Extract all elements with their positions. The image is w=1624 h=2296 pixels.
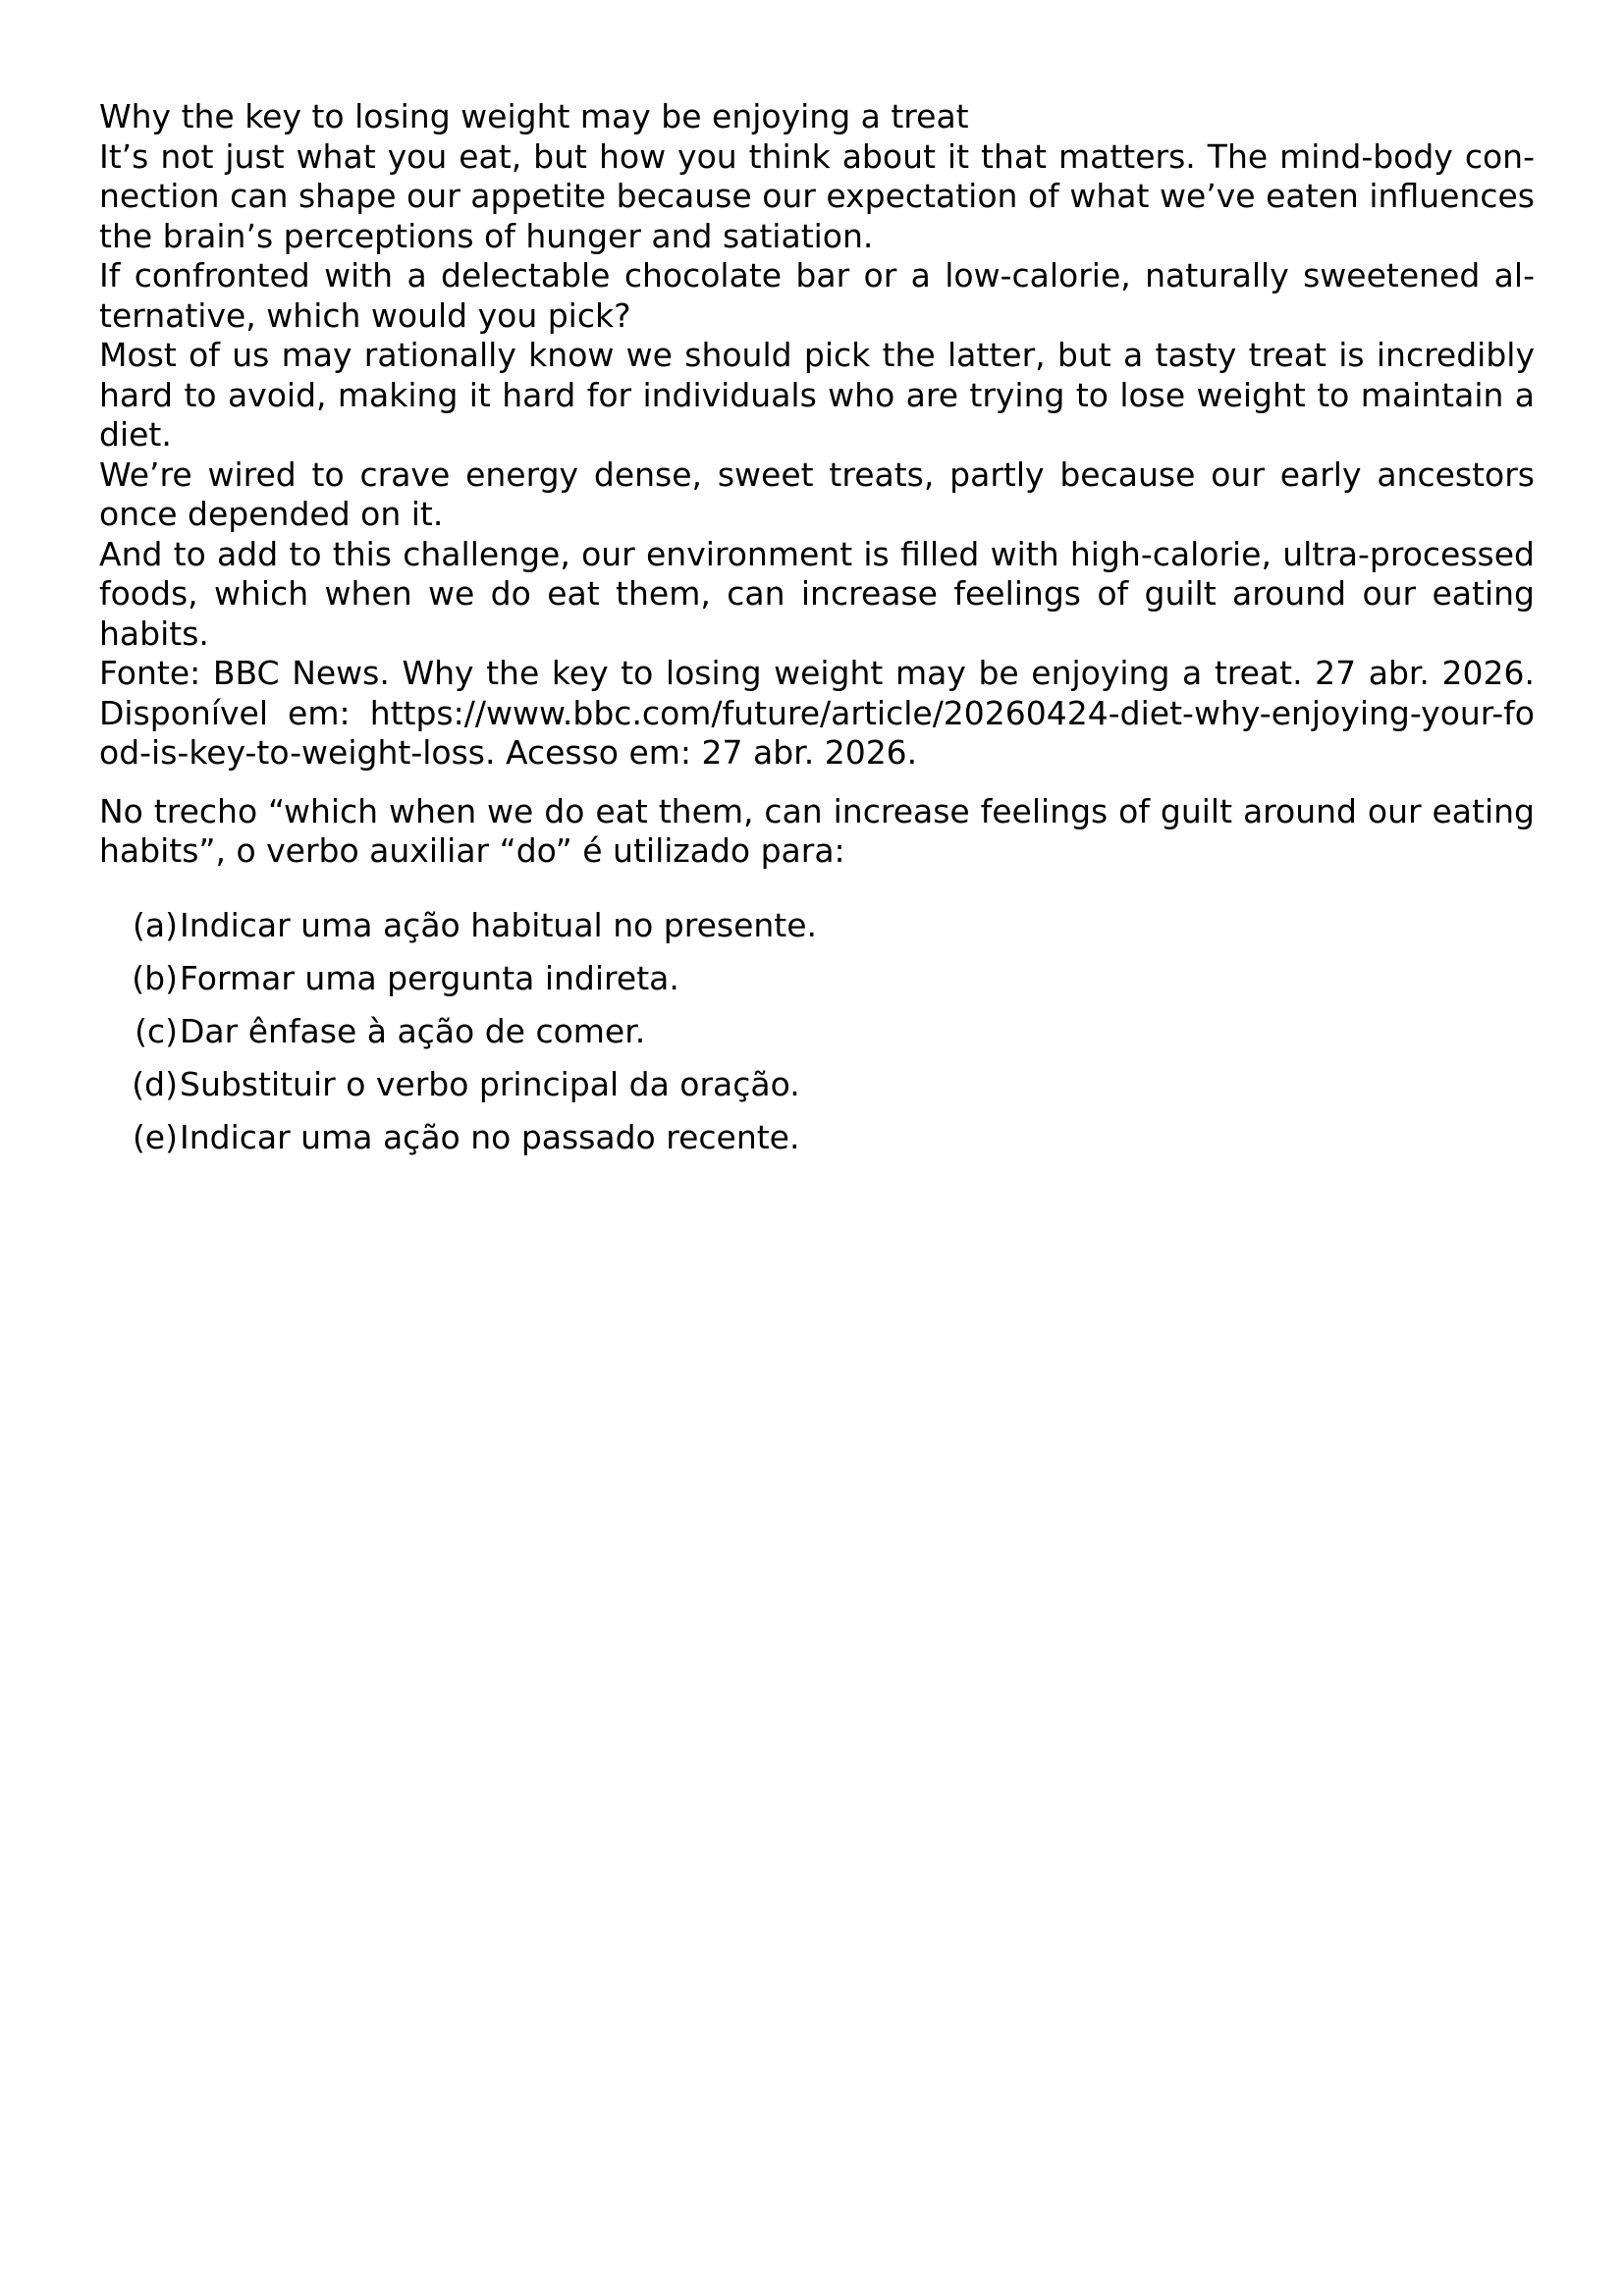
option-letter: (d) <box>132 1064 178 1103</box>
option-d[interactable] <box>99 1065 1535 1118</box>
question-prompt: No trecho “which when we do eat them, can increase feelings of guilt around our eating habits”, o verbo auxiliar “do” é utilizado para: <box>99 791 1535 870</box>
source-accessed: Acesso em: 27 abr. 2026. <box>505 733 918 772</box>
option-text: Formar uma pergunta indireta. <box>180 958 679 997</box>
source-text: Fonte: BBC News. Why the key to losing weight may be enjoying a treat. 27 abr. 2026. <box>99 654 1535 692</box>
source-url: https://www.bbc.com/future/article/20260424-diet-why-enjoying-your-food-is-key-to-weight-loss. <box>99 693 1535 772</box>
passage-paragraph: And to add to this challenge, our environment is filled with high-calorie, ultra-processed foods, which when we do eat them, can increase feelings of guilt around our eating habits. <box>99 534 1535 653</box>
option-e[interactable] <box>99 1118 1535 1171</box>
reading-passage <box>99 97 1535 774</box>
source-available-label: Disponível em: <box>99 693 351 732</box>
option-letter: (e) <box>132 1117 178 1156</box>
passage-paragraph: It’s not just what you eat, but how you think about it that matters. The mind-body connection can shape our appetite because our expectation of what we’ve eaten influences the brain’s perceptions of hunger and satiation. <box>99 136 1535 255</box>
option-text: Dar ênfase à ação de comer. <box>180 1011 646 1050</box>
option-letter: (a) <box>133 905 178 944</box>
option-letter: (b) <box>132 958 178 997</box>
option-text: Indicar uma ação no passado recente. <box>180 1117 800 1156</box>
option-c[interactable] <box>99 1012 1535 1065</box>
option-b[interactable] <box>99 959 1535 1012</box>
passage-title: Why the key to losing weight may be enjoying a treat <box>99 97 969 135</box>
answer-options <box>99 906 1535 1171</box>
option-letter: (c) <box>135 1011 178 1050</box>
passage-paragraph: Most of us may rationally know we should pick the latter, but a tasty treat is incredibly hard to avoid, making it hard for individuals who are trying to lose weight to maintain a diet. <box>99 336 1535 454</box>
option-text: Substituir o verbo principal da oração. <box>180 1064 800 1103</box>
passage-paragraph: If confronted with a delectable chocolate bar or a low-calorie, naturally sweetened alternative, which would you pick? <box>99 256 1535 335</box>
option-a[interactable] <box>99 906 1535 959</box>
exam-page <box>99 97 1535 1171</box>
passage-paragraph: We’re wired to crave energy dense, sweet treats, partly because our early ancestors once depended on it. <box>99 454 1535 533</box>
option-text: Indicar uma ação habitual no presente. <box>180 905 818 944</box>
source-citation <box>99 654 1535 774</box>
